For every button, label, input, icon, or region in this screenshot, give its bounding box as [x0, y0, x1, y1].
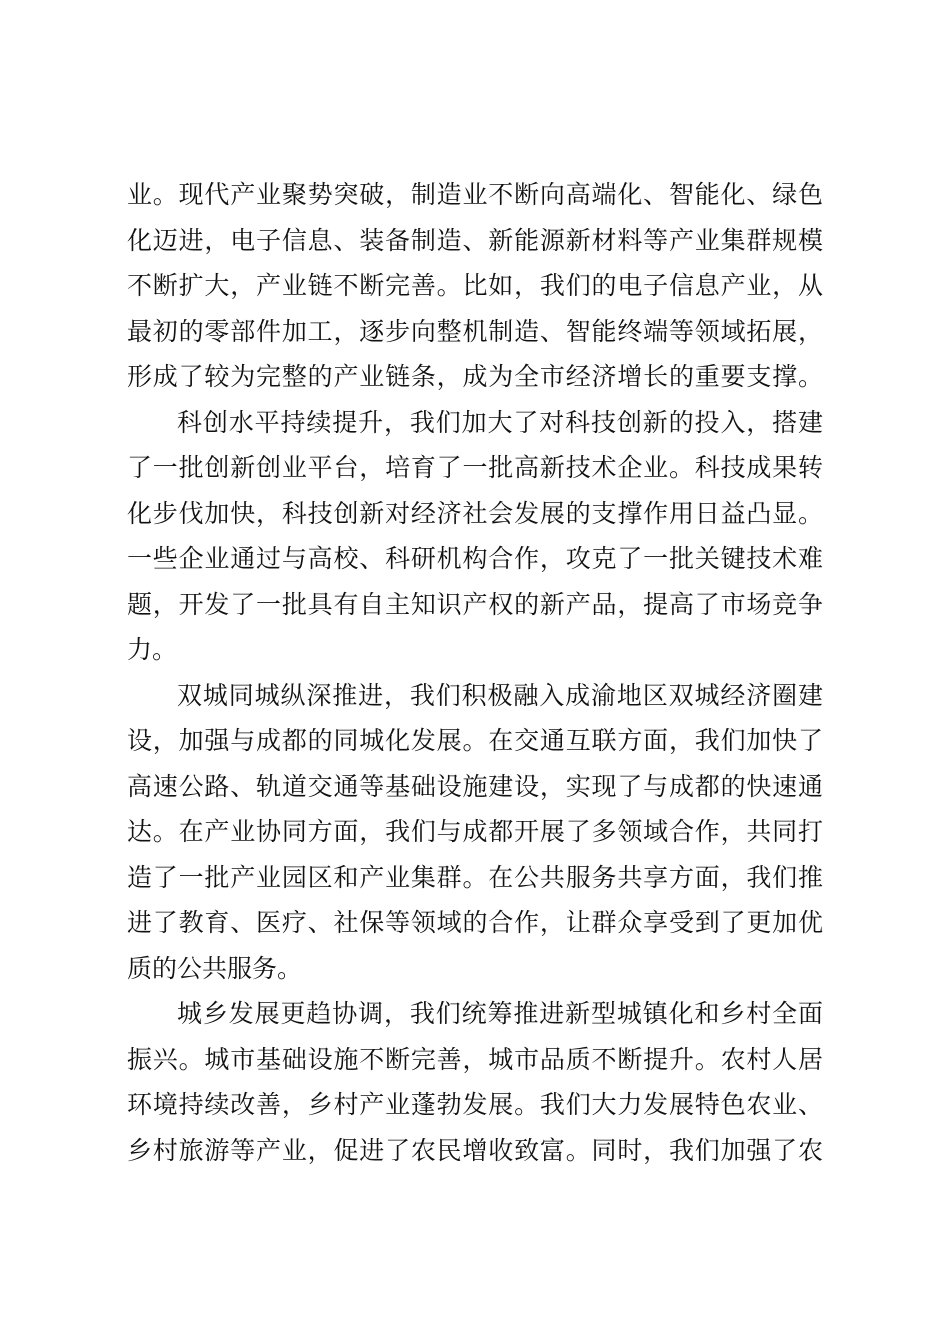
text-line: 城乡发展更趋协调，我们统筹推进新型城镇化和乡村全面 — [177, 999, 823, 1028]
paragraph — [127, 172, 823, 400]
text-line: 力。 — [127, 635, 178, 664]
text-line: 题，开发了一批具有自主知识产权的新产品，提高了市场竞争 — [127, 589, 823, 619]
paragraph — [127, 991, 823, 1173]
text-line: 形成了较为完整的产业链条，成为全市经济增长的重要支撑。 — [127, 362, 823, 391]
text-line: 振兴。城市基础设施不断完善，城市品质不断提升。农村人居 — [127, 1044, 823, 1074]
text-line: 双城同城纵深推进，我们积极融入成渝地区双城经济圈建 — [177, 680, 823, 710]
text-line: 达。在产业协同方面，我们与成都开展了多领域合作，共同打 — [127, 817, 823, 846]
text-line: 高速公路、轨道交通等基础设施建设，实现了与成都的快速通 — [127, 771, 823, 801]
text-line: 化迈进，电子信息、装备制造、新能源新材料等产业集群规模 — [127, 225, 823, 255]
text-line: 最初的零部件加工，逐步向整机制造、智能终端等领域拓展， — [127, 316, 823, 346]
text-line: 科创水平持续提升，我们加大了对科技创新的投入，搭建 — [177, 407, 823, 437]
text-line: 进了教育、医疗、社保等领域的合作，让群众享受到了更加优 — [127, 908, 823, 937]
text-line: 环境持续改善，乡村产业蓬勃发展。我们大力发展特色农业、 — [127, 1090, 823, 1119]
paragraph — [127, 673, 823, 992]
text-line: 质的公共服务。 — [127, 953, 303, 983]
text-line: 不断扩大，产业链不断完善。比如，我们的电子信息产业，从 — [127, 271, 823, 300]
text-line: 了一批创新创业平台，培育了一批高新技术企业。科技成果转 — [127, 453, 823, 482]
document-body — [127, 172, 823, 1173]
text-line: 业。现代产业聚势突破，制造业不断向高端化、智能化、绿色 — [127, 180, 823, 209]
text-line: 化步伐加快，科技创新对经济社会发展的支撑作用日益凸显。 — [127, 498, 823, 528]
paragraph — [127, 400, 823, 673]
text-line: 一些企业通过与高校、科研机构合作，攻克了一批关键技术难 — [127, 544, 823, 573]
text-line: 乡村旅游等产业，促进了农民增收致富。同时，我们加强了农 — [127, 1135, 823, 1165]
text-line: 设，加强与成都的同城化发展。在交通互联方面，我们加快了 — [127, 726, 823, 755]
text-line: 造了一批产业园区和产业集群。在公共服务共享方面，我们推 — [127, 862, 823, 892]
